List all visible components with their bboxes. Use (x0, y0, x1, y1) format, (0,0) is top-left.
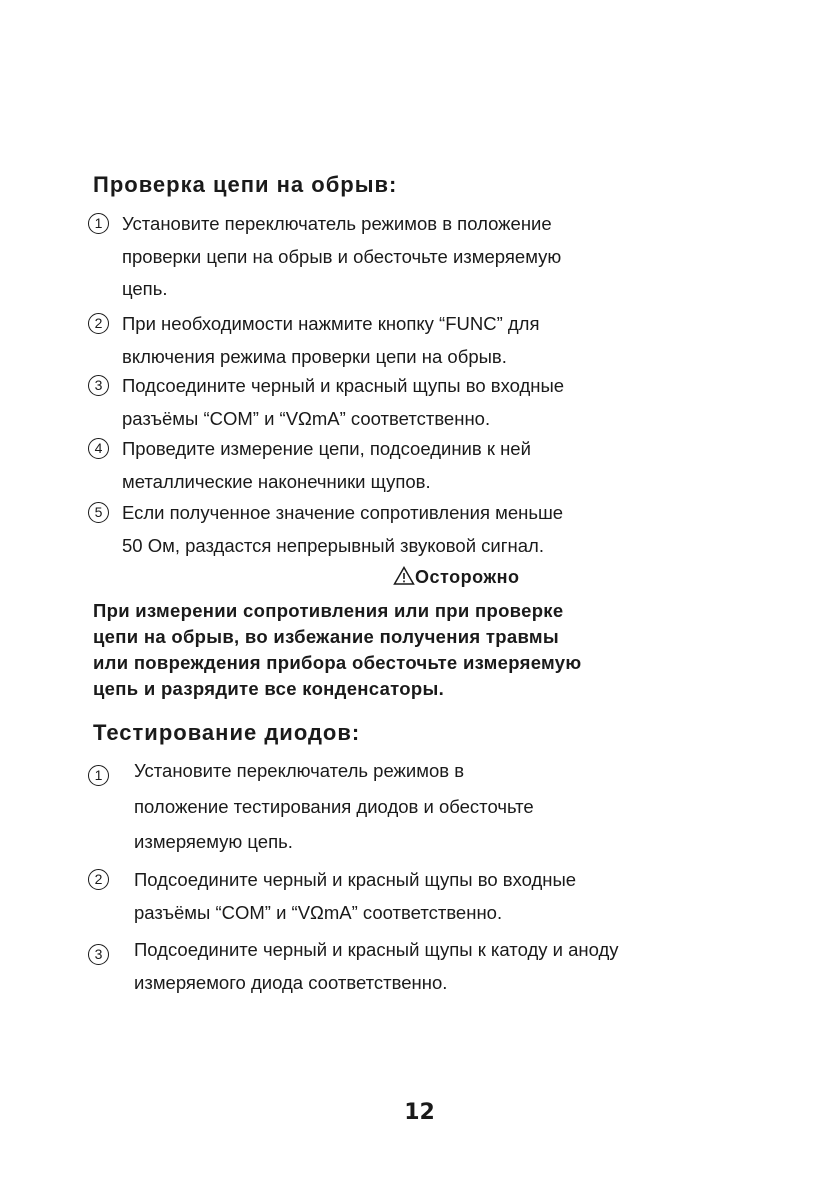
line: Проведите измерение цепи, подсоединив к ней (122, 438, 531, 459)
step-number: 5 (88, 502, 109, 523)
line: Подсоедините черный и красный щупы во входные (122, 375, 565, 396)
caution-title: Осторожно (415, 567, 520, 587)
warning-icon (393, 566, 415, 585)
line: Подсоедините черный и красный щупы к катоду и аноду (134, 939, 619, 960)
list-item (88, 308, 539, 373)
list-item (88, 755, 534, 859)
line: Если полученное значение сопротивления меньше (122, 502, 564, 523)
step-number: 4 (88, 438, 109, 459)
section-title-diodes: Тестирование диодов: (93, 720, 361, 745)
line: цепь. (122, 278, 168, 299)
caution-text (93, 598, 581, 702)
line: положение тестирования диодов и обесточьте (134, 795, 534, 817)
line: Подсоедините черный и красный щупы во входные (134, 869, 577, 890)
line: При измерении сопротивления или при проверке (93, 600, 564, 621)
line: цепи на обрыв, во избежание получения травмы (93, 626, 559, 647)
list-item (88, 934, 619, 999)
list-item (88, 433, 531, 498)
line: разъёмы “COM” и “VΩmA” соответственно. (134, 901, 503, 923)
step-number: 2 (88, 313, 109, 334)
line: разъёмы “COM” и “VΩmA” соответственно. (122, 407, 491, 429)
step-number: 3 (88, 944, 109, 965)
line: проверки цепи на обрыв и обесточьте измеряемую (122, 245, 562, 267)
line: измеряемую цепь. (134, 830, 293, 852)
line: измеряемого диода соответственно. (134, 971, 448, 993)
line: включения режима проверки цепи на обрыв. (122, 345, 507, 367)
step-number: 2 (88, 869, 109, 890)
line: или повреждения прибора обесточьте измеряемую (93, 652, 582, 673)
line: Установите переключатель режимов в (134, 760, 465, 781)
step-number: 1 (88, 765, 109, 786)
page-number: 12 (404, 1100, 435, 1125)
line: цепь и разрядите все конденсаторы. (93, 678, 445, 699)
step-number: 1 (88, 213, 109, 234)
section-title-continuity: Проверка цепи на обрыв: (93, 172, 398, 197)
line: 50 Ом, раздастся непрерывный звуковой сигнал. (122, 534, 544, 556)
step-number: 3 (88, 375, 109, 396)
caution-heading (393, 566, 519, 588)
list-item (88, 208, 561, 306)
line: металлические наконечники щупов. (122, 470, 431, 492)
list-item (88, 497, 563, 562)
list-item (88, 864, 576, 929)
list-item (88, 370, 564, 435)
line: Установите переключатель режимов в положение (122, 213, 552, 234)
line: При необходимости нажмите кнопку “FUNC” для (122, 313, 540, 334)
